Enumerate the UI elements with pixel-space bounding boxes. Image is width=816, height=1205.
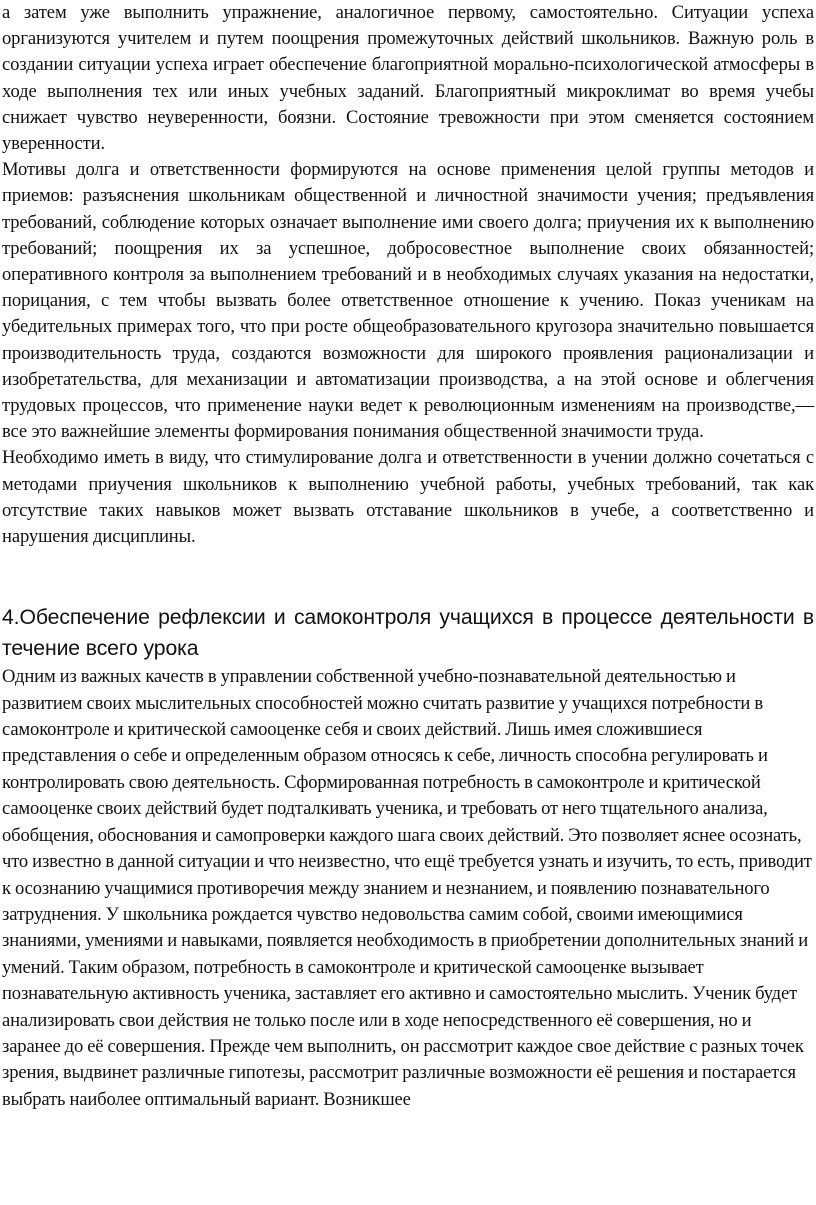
section-gap: [2, 550, 814, 602]
paragraph-stimulation: Необходимо иметь в виду, что стимулирование долга и ответственности в учении должно сочетаться с методами приучения школьников к выполнению учебной работы, учебных требований, так как отсутствие таких навыков может вызвать отставание школьников в учебе, а соответственно и нарушения дисциплины.: [2, 447, 814, 548]
section-heading: 4.Обеспечение рефлексии и самоконтроля учащихся в процессе деятельности в течение всего урока: [2, 606, 814, 661]
paragraph-success-situations: а затем уже выполнить упражнение, аналогичное первому, самостоятельно. Ситуации успеха организуются учителем и путем поощрения промежуточных действий школьников. Важную роль в создании ситуации успеха играет обеспечение благоприятной морально-психологической атмосферы в ходе выполнения тех или иных учебных заданий. Благоприятный микроклимат во время учебы снижает чувство неуверенности, боязни. Состояние тревожности при этом сменяется состоянием уверенности.: [2, 2, 814, 155]
paragraph-self-control: Одним из важных качеств в управлении собственной учебно-познавательной деятельностью и развитием своих мыслительных способностей можно считать развитие у учащихся потребности в самоконтроле и критической самооценке себя и своих действий. Лишь имея сложившиеся представления о себе и определенным образом относясь к себе, личность способна регулировать и контролировать свою деятельность. Сформированная потребность в самоконтроле и критической самооценке своих действий будет подталкивать ученика, и требовать от него тщательного анализа, обобщения, обоснования и самопроверки каждого шага своих действий. Это позволяет яснее осознать, что известно в данной ситуации и что неизвестно, что ещё требуется узнать и изучить, то есть, приводит к осознанию учащимися противоречия между знанием и незнанием, и появлению познавательного затруднения. У школьника рождается чувство недовольства самим собой, своими имеющимися знаниями, умениями и навыками, появляется необходимость в приобретении дополнительных знаний и умений. Таким образом, потребность в самоконтроле и критической самооценке вызывает познавательную активность ученика, заставляет его активно и самостоятельно мыслить. Ученик будет анализировать свои действия не только после или в ходе непосредственного её совершения, но и заранее до её совершения. Прежде чем выполнить, он рассмотрит каждое свое действие с разных точек зрения, выдвинет различные гипотезы, рассмотрит различные возможности её решения и постарается выбрать наиболее оптимальный вариант. Возникшее: [2, 666, 812, 1110]
paragraph-duty-motives: Мотивы долга и ответственности формируются на основе применения целой группы методов и приемов: разъяснения школьникам общественной и личностной значимости учения; предъявления требований, соблюдение которых означает выполнение ими своего долга; приучения их к выполнению требований; поощрения их за успешное, добросовестное выполнение своих обязанностей; оперативного контроля за выполнением требований и в необходимых случаях указания на недостатки, порицания, с тем чтобы вызвать более ответственное отношение к учению. Показ ученикам на убедительных примерах того, что при росте общеобразовательного кругозора значительно повышается производительность труда, создаются возможности для широкого проявления рационализации и изобретательства, для механизации и автоматизации производства, а на этой основе и облегчения трудовых процессов, что применение науки ведет к революционным изменениям на производстве,— все это важнейшие элементы формирования понимания общественной значимости труда.: [2, 159, 814, 443]
